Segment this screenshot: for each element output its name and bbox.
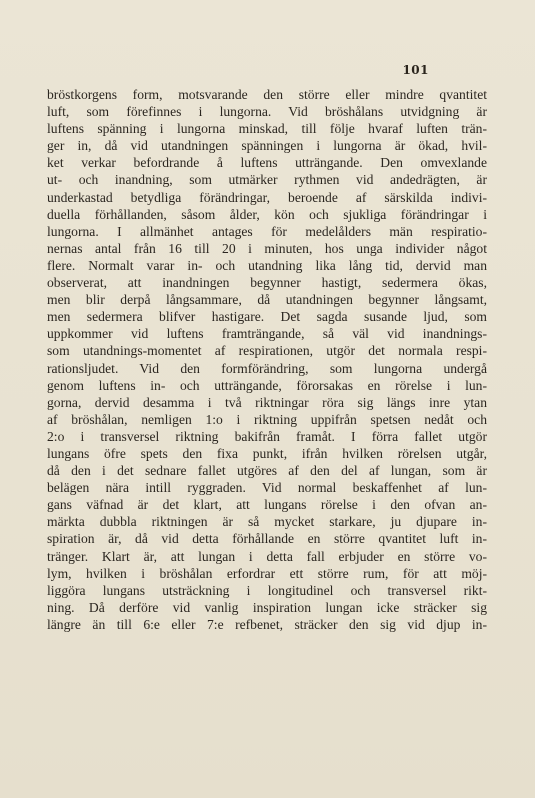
text-line: rationsljudet. Vid den formförändring, som lungorna undergå bbox=[47, 360, 487, 376]
text-line: tränger. Klart är, att lungan i detta fall erbjuder en större vo- bbox=[47, 548, 487, 564]
text-line: ger in, då vid utandningen spänningen i lungorna är ökad, hvil- bbox=[47, 138, 487, 154]
text-line: liggöra lungans utsträckning i longitudinel och transversel rikt- bbox=[47, 582, 487, 598]
text-line: duella förhållanden, såsom ålder, kön och sjukliga förändringar i bbox=[47, 206, 487, 222]
text-line: längre än till 6:e eller 7:e refbenet, sträcker den sig vid djup in- bbox=[47, 616, 487, 632]
text-line: nernas antal från 16 till 20 i minuten, hos unga individer något bbox=[47, 240, 487, 256]
text-line: 2:o i transversel riktning bakifrån framåt. I förra fallet utgör bbox=[47, 428, 487, 444]
text-line: gorna, dervid desamma i två riktningar röra sig längs inre ytan bbox=[47, 394, 487, 410]
text-line: uppkommer vid luftens framträngande, så väl vid inandnings- bbox=[47, 326, 487, 342]
text-line: lungans öfre spets den fixa punkt, ifrån hvilken rörelsen utgår, bbox=[47, 445, 487, 461]
text-line: af bröshålan, nemligen 1:o i riktning uppifrån spetsen nedåt och bbox=[47, 411, 487, 427]
text-line: ut- och inandning, som utmärker rythmen vid andedrägten, är bbox=[47, 172, 487, 188]
text-line: luft, som förefinnes i lungorna. Vid bröshålans utvidgning är bbox=[47, 104, 487, 120]
text-line: observerat, att inandningen begynner hastigt, sedermera ökas, bbox=[47, 275, 487, 291]
body-text bbox=[47, 86, 487, 633]
text-line: bröstkorgens form, motsvarande den större eller mindre qvantitet bbox=[47, 87, 487, 102]
text-line: ket verkar befordrande å luftens utträngande. Den omvexlande bbox=[47, 155, 487, 171]
text-line: underkastad betydliga förändringar, beroende af särskilda indivi- bbox=[47, 189, 487, 205]
text-line: lym, hvilken i bröshålan erfordrar ett större rum, för att möj- bbox=[47, 565, 487, 581]
page-number: 101 bbox=[402, 63, 429, 77]
text-line: gans väfnad är det klart, att lungans rörelse i den ofvan an- bbox=[47, 497, 487, 513]
text-line: flere. Normalt varar in- och utandning lika lång tid, dervid man bbox=[47, 257, 487, 273]
text-line: luftens spänning i lungorna minskad, till följe hvaraf luften trän- bbox=[47, 121, 487, 137]
text-line: men blir derpå långsammare, då utandningen begynner långsamt, bbox=[47, 292, 487, 308]
text-line: genom luftens in- och utträngande, förorsakas en rörelse i lun- bbox=[47, 377, 487, 393]
text-line: lungorna. I allmänhet antages för medelålders män respiratio- bbox=[47, 223, 487, 239]
text-line: märkta dubbla riktningen är så mycket starkare, ju djupare in- bbox=[47, 514, 487, 530]
text-line: som utandnings-momentet af respirationen, utgör det normala respi- bbox=[47, 343, 487, 359]
text-line: belägen nära intill ryggraden. Vid normal beskaffenhet af lun- bbox=[47, 480, 487, 496]
text-line: ning. Då derföre vid vanlig inspiration lungan icke sträcker sig bbox=[47, 599, 487, 615]
text-line: men sedermera blifver hastigare. Det sagda susande ljud, som bbox=[47, 309, 487, 325]
text-line: då den i det sednare fallet utgöres af den del af lungan, som är bbox=[47, 463, 487, 479]
text-line: spiration är, då vid detta förhållande en större qvantitet luft in- bbox=[47, 531, 487, 547]
